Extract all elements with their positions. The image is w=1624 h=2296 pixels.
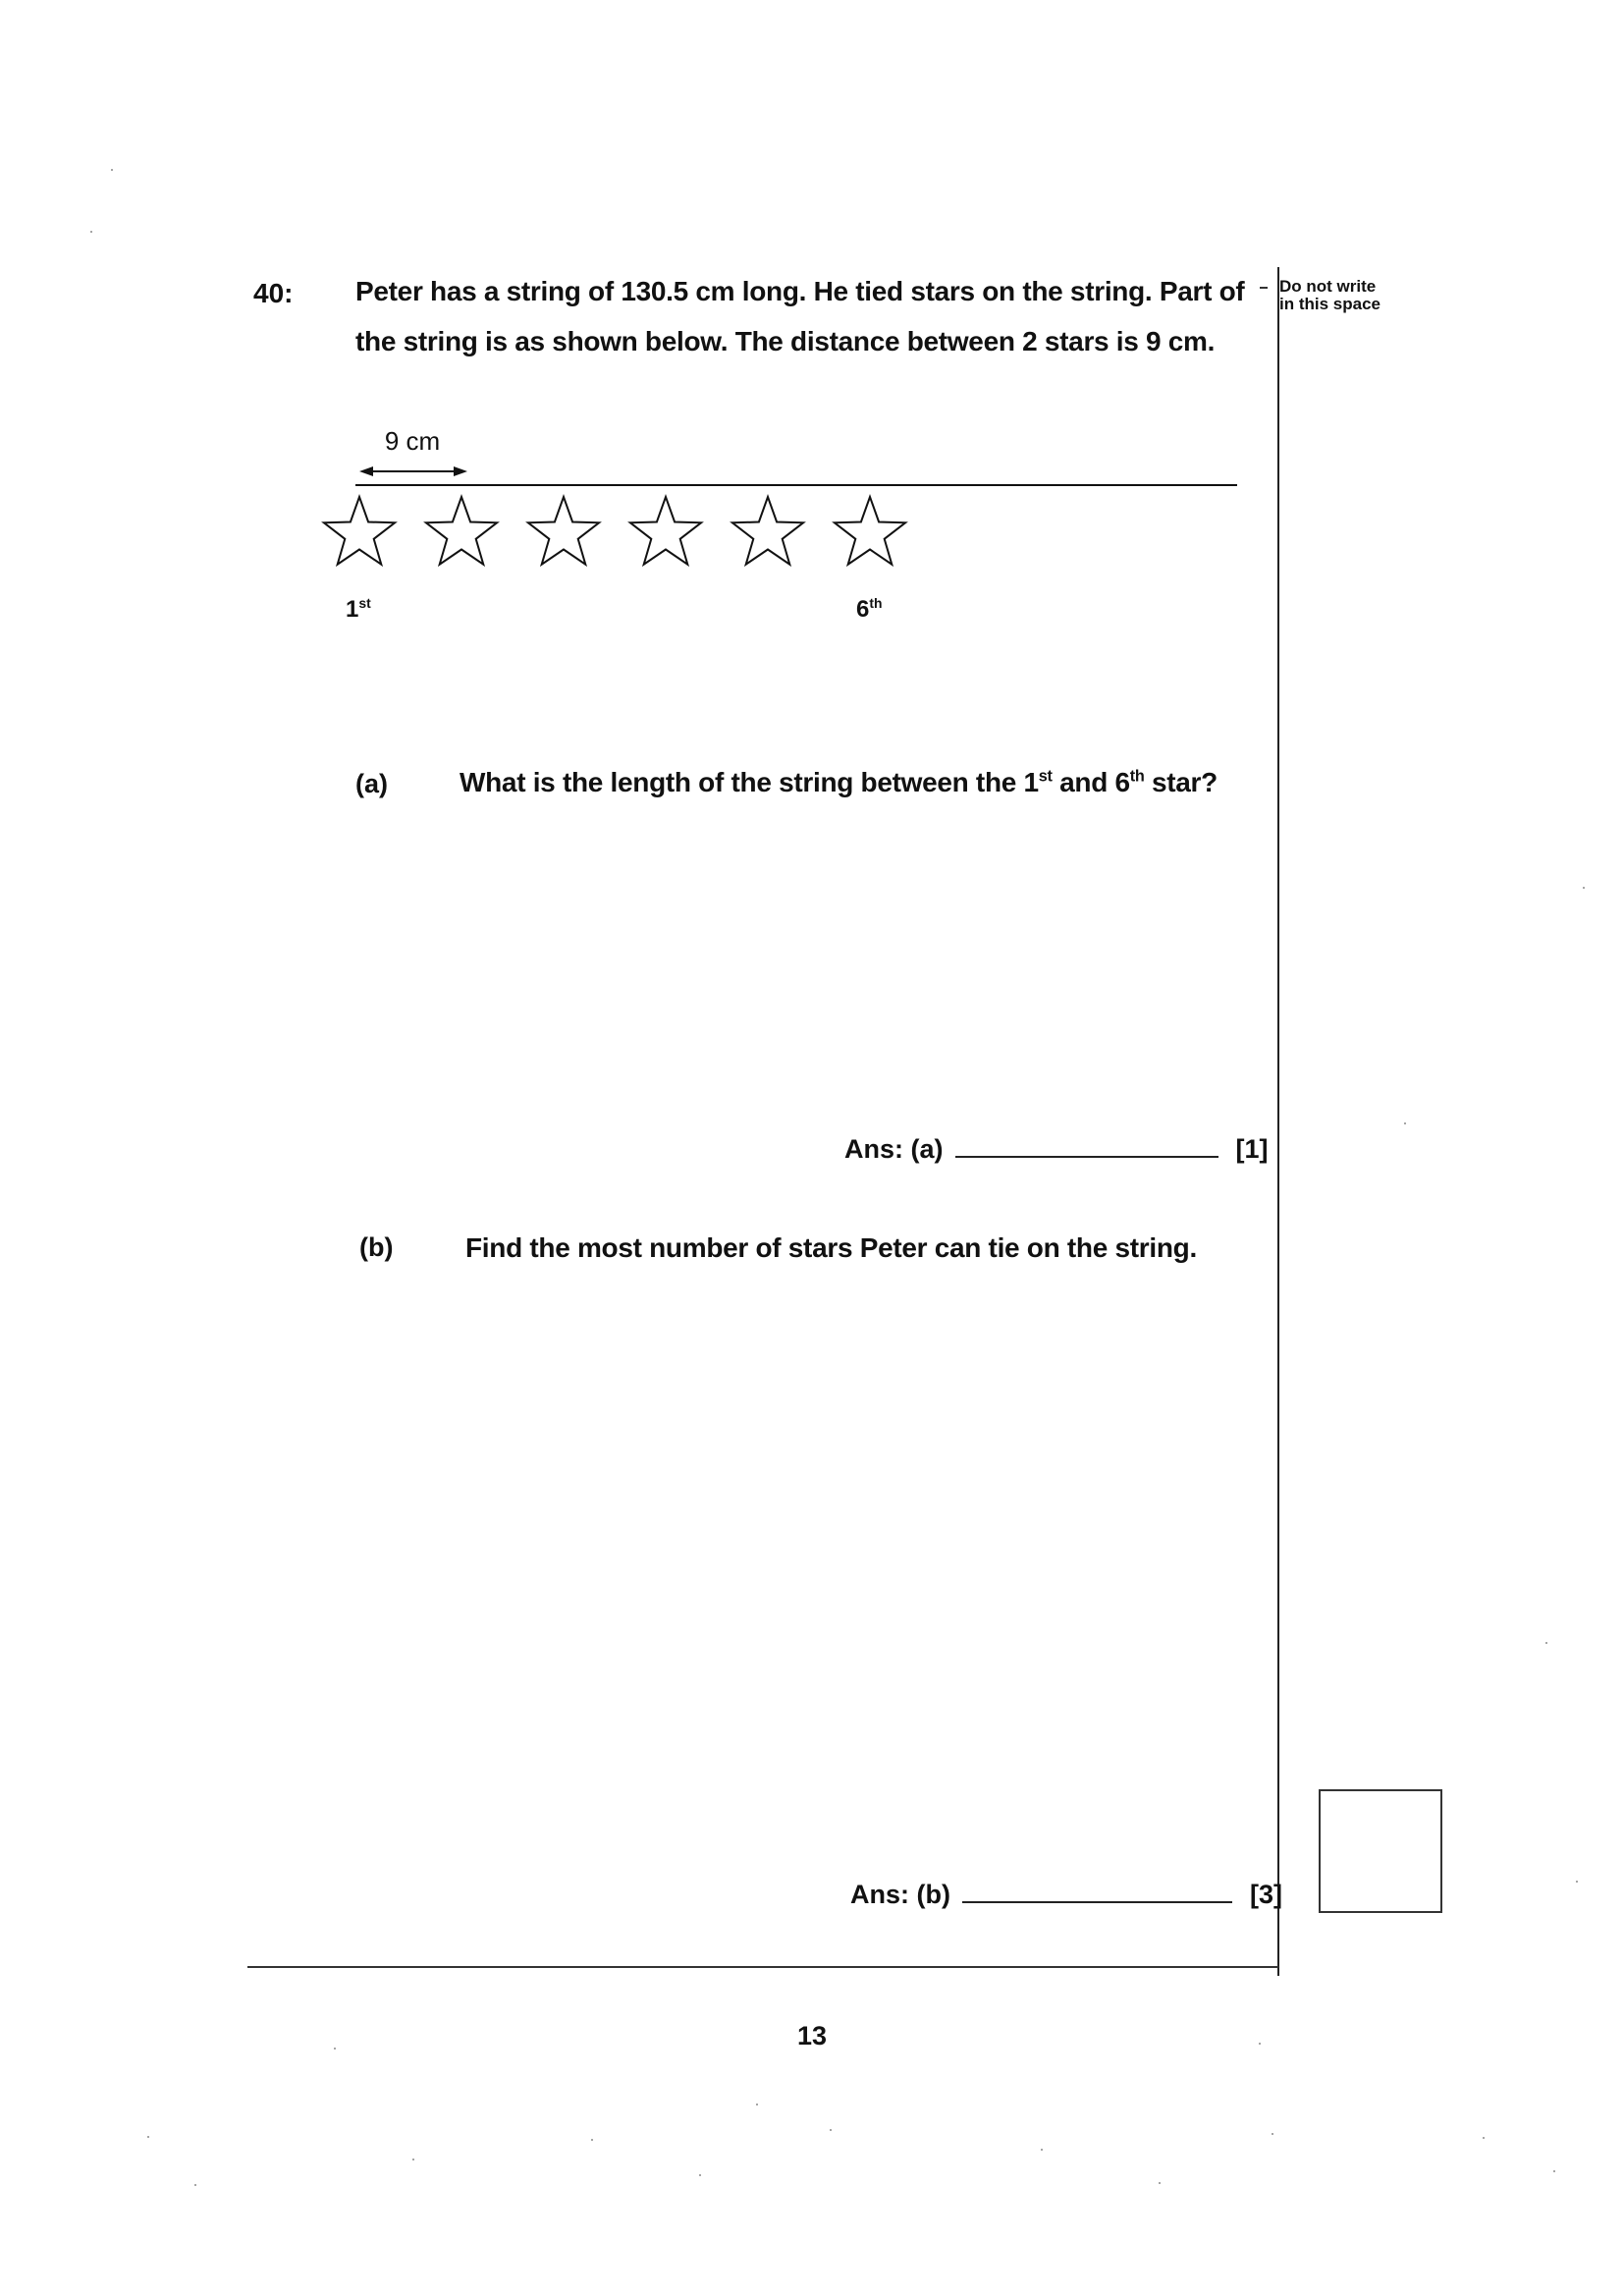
part-a-answer-line[interactable]: [955, 1155, 1218, 1158]
star-icon: [426, 497, 497, 565]
star-icon: [835, 497, 905, 565]
margin-note: [1279, 278, 1407, 313]
margin-rule-tick: [1260, 287, 1268, 289]
question-number: 40:: [253, 278, 294, 308]
part-b-answer-label: Ans: (b): [850, 1880, 950, 1909]
score-box[interactable]: [1319, 1789, 1442, 1913]
sixth-star-label: 6th: [856, 595, 883, 623]
star-icon: [324, 497, 395, 565]
part-a-marks: [1]: [1235, 1134, 1269, 1164]
margin-note-line-2: in this space: [1279, 295, 1380, 313]
stars-on-string-diagram: [295, 412, 1257, 648]
stars-group: [324, 497, 905, 565]
first-star-label: 1st: [346, 595, 371, 623]
question-text-line-2: the string is as shown below. The distance between 2 stars is 9 cm.: [355, 326, 1216, 356]
part-b-answer-row: [850, 1880, 1282, 1910]
bottom-rule: [247, 1966, 1278, 1968]
part-a-answer-label: Ans: (a): [844, 1134, 944, 1164]
distance-label: 9 cm: [384, 426, 441, 456]
star-icon: [732, 497, 803, 565]
part-a-answer-row: [844, 1134, 1269, 1165]
part-b-marks: [3]: [1249, 1880, 1282, 1909]
margin-rule: [1277, 267, 1279, 1976]
star-icon: [528, 497, 599, 565]
margin-note-line-1: Do not write: [1279, 277, 1377, 296]
part-a-label: (a): [355, 769, 388, 798]
part-b-answer-line[interactable]: [962, 1900, 1232, 1903]
distance-arrow: [359, 466, 467, 476]
stars-diagram-svg: [295, 412, 1257, 648]
part-a-question: What is the length of the string between the 1st and 6th star?: [460, 767, 1218, 797]
part-b-label: (b): [359, 1232, 394, 1262]
question-text-line-1: Peter has a string of 130.5 cm long. He tied stars on the string. Part of: [355, 276, 1245, 306]
star-icon: [630, 497, 701, 565]
page-number: 13: [796, 2021, 828, 2050]
part-b-question: Find the most number of stars Peter can tie on the string.: [465, 1232, 1197, 1263]
